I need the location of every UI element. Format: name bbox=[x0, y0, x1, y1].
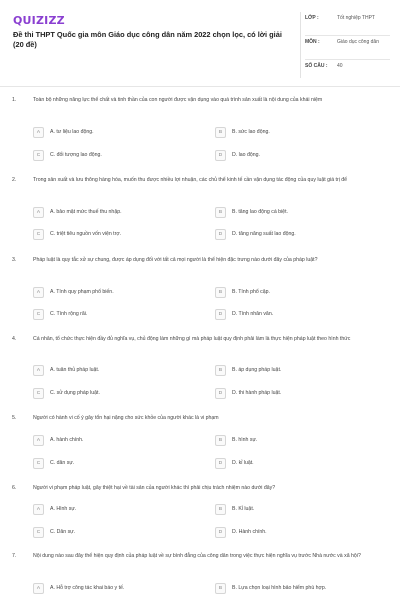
option-key-box: C bbox=[33, 527, 44, 538]
option-text: D. lao động. bbox=[232, 152, 260, 158]
meta-count-row bbox=[305, 60, 390, 77]
option-key-box: B bbox=[215, 583, 226, 594]
option-d[interactable] bbox=[215, 526, 267, 538]
option-a[interactable] bbox=[33, 206, 122, 218]
option-b[interactable] bbox=[215, 206, 288, 218]
worksheet-title: Đề thi THPT Quốc gia môn Giáo dục công dân năm 2022 chọn lọc, có lời giải (20 đề) bbox=[13, 30, 282, 49]
option-text: D. tăng năng suất lao động. bbox=[232, 231, 296, 237]
question-text: Toàn bộ những năng lực thể chất và tinh thần của con người được vận dụng vào quá trình sản xuất là nội dung của khái niệm bbox=[33, 97, 323, 103]
option-text: D. Hành chính. bbox=[232, 529, 267, 535]
option-text: A. tuân thủ pháp luật. bbox=[50, 367, 100, 373]
option-text: A. Hỗ trợ công tác khai báo y tế. bbox=[50, 585, 125, 591]
question-text: Pháp luật là quy tắc xử sự chung, được áp dụng đối với tất cả mọi người là thể hiện đặc trưng nào dưới đây của pháp luật? bbox=[33, 257, 318, 263]
question-text: Trong sản xuất và lưu thông hàng hóa, muốn thu được nhiều lợi nhuận, các chủ thể kinh tế cần vận dụng tác động của quy luật giá trị để bbox=[33, 177, 348, 183]
option-text: B. Tính phổ cập. bbox=[232, 289, 270, 295]
option-c[interactable] bbox=[33, 308, 87, 320]
option-a[interactable] bbox=[33, 286, 114, 298]
option-text: C. Tính rộng rãi. bbox=[50, 311, 88, 317]
option-text: A. Tính quy phạm phổ biến. bbox=[50, 289, 114, 295]
question-number: 7. bbox=[12, 553, 17, 559]
question-number: 1. bbox=[12, 97, 17, 103]
option-c[interactable] bbox=[33, 149, 102, 161]
option-a[interactable] bbox=[33, 126, 94, 138]
option-text: C. Dân sự. bbox=[50, 529, 76, 535]
option-text: C. dân sự. bbox=[50, 460, 75, 466]
option-b[interactable] bbox=[215, 434, 257, 446]
worksheet-meta bbox=[300, 12, 390, 78]
option-text: B. tăng lao động cá biệt. bbox=[232, 209, 288, 215]
option-d[interactable] bbox=[215, 228, 296, 240]
option-key-box: D bbox=[215, 527, 226, 538]
option-d[interactable] bbox=[215, 149, 260, 161]
option-a[interactable] bbox=[33, 582, 124, 594]
option-key-box: B bbox=[215, 504, 226, 515]
option-key-box: D bbox=[215, 388, 226, 399]
meta-subject-value: Giáo dục công dân bbox=[337, 39, 379, 45]
option-c[interactable] bbox=[33, 526, 75, 538]
question-number: 6. bbox=[12, 485, 17, 491]
option-text: B. Kỉ luật. bbox=[232, 506, 255, 512]
option-key-box: B bbox=[215, 127, 226, 138]
question-text: Cá nhân, tổ chức thực hiện đầy đủ nghĩa vụ, chủ động làm những gì mà pháp luật quy định phải làm là thực hiện pháp luật theo hình thức bbox=[33, 336, 351, 342]
option-key-box: D bbox=[215, 229, 226, 240]
option-c[interactable] bbox=[33, 228, 121, 240]
header-divider bbox=[0, 86, 400, 87]
option-a[interactable] bbox=[33, 503, 76, 515]
option-text: C. đối tượng lao động. bbox=[50, 152, 102, 158]
meta-count-value: 40 bbox=[337, 63, 343, 69]
option-text: D. Tính nhân văn. bbox=[232, 311, 274, 317]
question-text: Người vi phạm pháp luật, gây thiệt hại về tài sản của người khác thì phải chịu trách nhiệm nào dưới đây? bbox=[33, 485, 276, 491]
question-number: 4. bbox=[12, 336, 17, 342]
option-b[interactable] bbox=[215, 286, 270, 298]
option-key-box: C bbox=[33, 388, 44, 399]
option-key-box: A bbox=[33, 207, 44, 218]
option-text: B. sức lao động. bbox=[232, 129, 270, 135]
question-number: 2. bbox=[12, 177, 17, 183]
meta-subject-row bbox=[305, 36, 390, 60]
option-text: A. hành chính. bbox=[50, 437, 84, 443]
option-key-box: D bbox=[215, 309, 226, 320]
option-key-box: C bbox=[33, 229, 44, 240]
option-text: D. kỉ luật. bbox=[232, 460, 254, 466]
option-key-box: A bbox=[33, 435, 44, 446]
option-b[interactable] bbox=[215, 503, 254, 515]
option-text: B. áp dụng pháp luật. bbox=[232, 367, 282, 373]
option-a[interactable] bbox=[33, 434, 83, 446]
option-c[interactable] bbox=[33, 457, 74, 469]
meta-class-row bbox=[305, 12, 390, 36]
option-key-box: B bbox=[215, 207, 226, 218]
question-text: Người có hành vi cố ý gây tổn hại nặng cho sức khỏe của người khác là vi phạm bbox=[33, 415, 219, 421]
meta-count-label: SỐ CÂU : bbox=[305, 63, 328, 69]
option-text: C. triệt tiêu nguồn vốn viện trợ. bbox=[50, 231, 122, 237]
option-c[interactable] bbox=[33, 387, 100, 399]
option-key-box: B bbox=[215, 435, 226, 446]
worksheet-header bbox=[0, 0, 400, 86]
option-d[interactable] bbox=[215, 457, 254, 469]
option-b[interactable] bbox=[215, 364, 281, 376]
option-text: C. sử dụng pháp luật. bbox=[50, 390, 100, 396]
option-b[interactable] bbox=[215, 126, 270, 138]
option-key-box: A bbox=[33, 583, 44, 594]
option-text: A. bảo mật mức thuế thu nhập. bbox=[50, 209, 122, 215]
option-key-box: A bbox=[33, 365, 44, 376]
option-key-box: D bbox=[215, 150, 226, 161]
option-key-box: C bbox=[33, 458, 44, 469]
quizizz-logo: QUIZIZZ bbox=[13, 14, 65, 27]
option-key-box: A bbox=[33, 504, 44, 515]
option-key-box: B bbox=[215, 287, 226, 298]
option-a[interactable] bbox=[33, 364, 99, 376]
option-key-box: A bbox=[33, 287, 44, 298]
meta-class-value: Tốt nghiệp THPT bbox=[337, 15, 375, 21]
option-text: A. tư liệu lao động. bbox=[50, 129, 94, 135]
question-number: 5. bbox=[12, 415, 17, 421]
option-key-box: D bbox=[215, 458, 226, 469]
option-d[interactable] bbox=[215, 308, 273, 320]
option-d[interactable] bbox=[215, 387, 281, 399]
question-number: 3. bbox=[12, 257, 17, 263]
question-text: Nội dung nào sau đây thể hiện quy định của pháp luật về sự bình đẳng của công dân trong việc thực hiện nghĩa vụ trước Nhà nước và xã hội? bbox=[33, 553, 361, 559]
option-text: B. hình sự. bbox=[232, 437, 258, 443]
meta-subject-label: MÔN : bbox=[305, 39, 320, 45]
option-b[interactable] bbox=[215, 582, 326, 594]
option-key-box: C bbox=[33, 150, 44, 161]
option-key-box: A bbox=[33, 127, 44, 138]
option-text: A. Hình sự. bbox=[50, 506, 77, 512]
option-key-box: C bbox=[33, 309, 44, 320]
option-text: B. Lựa chọn loại hình bảo hiểm phù hợp. bbox=[232, 585, 327, 591]
option-key-box: B bbox=[215, 365, 226, 376]
meta-class-label: LỚP : bbox=[305, 15, 319, 21]
option-text: D. thi hành pháp luật. bbox=[232, 390, 282, 396]
